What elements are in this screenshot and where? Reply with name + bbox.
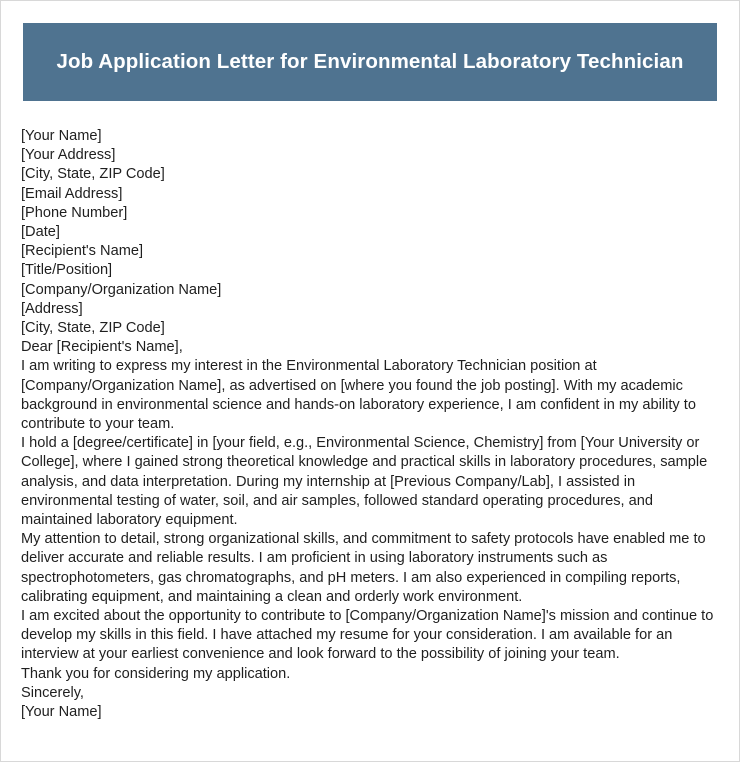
recipient-line: [City, State, ZIP Code] [21, 320, 165, 337]
body-paragraph-4: I am excited about the opportunity to contribute to [Company/Organization Name]'s mission and continue to develop my skills in this field. I have attached my resume for your consideration. I am available for an interview at your earliest convenience and look forward to the possibility of joining your team. [21, 608, 714, 663]
body-paragraph-2: I hold a [degree/certificate] in [your field, e.g., Environmental Science, Chemistry] from [Your University or College], where I gained strong theoretical knowledge and practical skills in laboratory procedures, sample analysis, and data interpretation. During my internship at [Previous Company/Lab], I assisted in environmental testing of water, soil, and air samples, followed standard operating procedures, and maintained laboratory equipment. [21, 435, 708, 529]
sender-line: [Date] [21, 224, 60, 241]
salutation: Dear [Recipient's Name], [21, 339, 183, 356]
recipient-line: [Recipient's Name] [21, 243, 144, 260]
sender-line: [Phone Number] [21, 204, 128, 221]
recipient-line: [Title/Position] [21, 262, 113, 279]
recipient-line: [Company/Organization Name] [21, 281, 222, 298]
closing: Sincerely, [21, 684, 84, 701]
body-paragraph-1: I am writing to express my interest in the Environmental Laboratory Technician position at [Company/Organization Name], as advertised on [where you found the job posting]. With my academic background in environmental science and hands-on laboratory experience, I am confident in my ability to contribute to your team. [21, 358, 696, 433]
sender-line: [City, State, ZIP Code] [21, 166, 165, 183]
letter-body [21, 127, 721, 722]
sender-line: [Your Address] [21, 147, 116, 164]
page-title: Job Application Letter for Environmental Laboratory Technician [56, 49, 684, 73]
document-header-banner [23, 23, 717, 101]
recipient-line: [Address] [21, 300, 83, 317]
sender-address-block [21, 127, 721, 242]
body-paragraph-5: Thank you for considering my application. [21, 665, 291, 682]
signature-name: [Your Name] [21, 704, 102, 721]
sender-line: [Email Address] [21, 185, 123, 202]
recipient-address-block [21, 242, 721, 338]
body-paragraph-3: My attention to detail, strong organizational skills, and commitment to safety protocols have enabled me to deliver accurate and reliable results. I am proficient in using laboratory instruments such as spectrophotometers, gas chromatographs, and pH meters. I am also experienced in compiling reports, calibrating equipment, and maintaining a clean and orderly work environment. [21, 531, 706, 605]
sender-line: [Your Name] [21, 128, 102, 144]
